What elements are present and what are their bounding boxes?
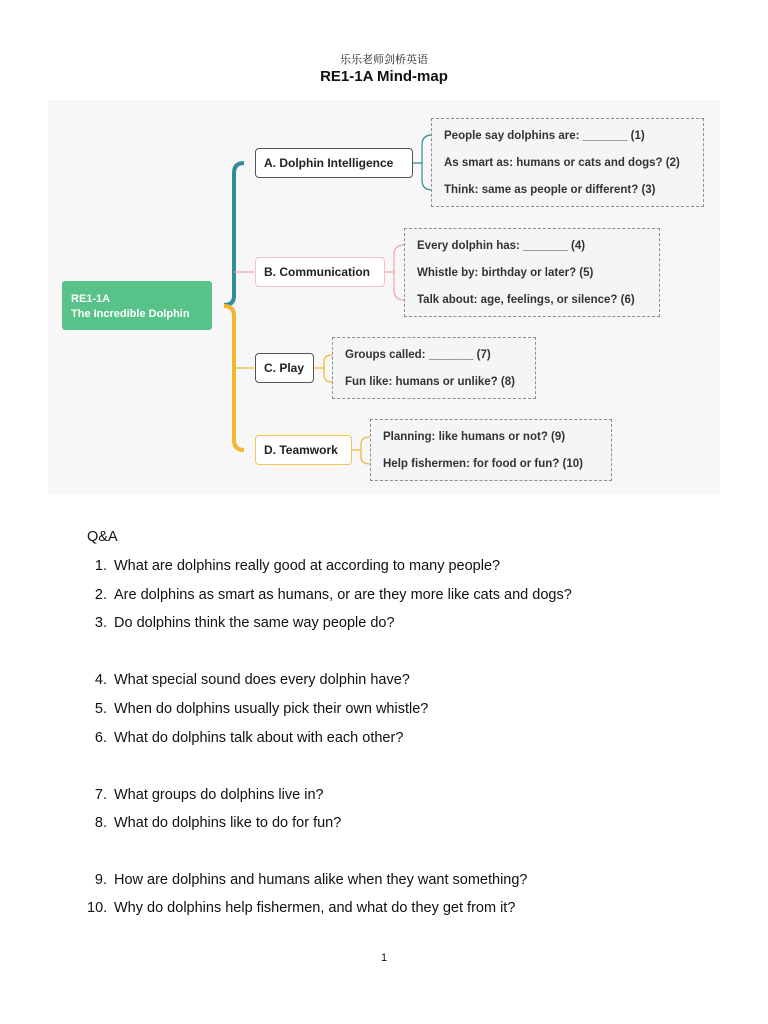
- leaf-item: Fun like: humans or unlike? (8): [345, 376, 515, 388]
- leaf-box-communication: [404, 228, 660, 317]
- leaf-box-teamwork: [370, 419, 612, 481]
- question-text: When do dolphins usually pick their own whistle?: [114, 701, 429, 717]
- question-text: Why do dolphins help fishermen, and what do they get from it?: [114, 900, 516, 916]
- branch-dolphin-intelligence: A. Dolphin Intelligence: [255, 148, 413, 178]
- question-number: 10.: [87, 900, 108, 916]
- question-number: 9.: [94, 872, 107, 888]
- leaf-item: Planning: like humans or not? (9): [383, 431, 566, 443]
- leaf-box-intelligence: [431, 118, 704, 207]
- question-number: 6.: [94, 730, 107, 746]
- leaf-item: Whistle by: birthday or later? (5): [417, 267, 594, 279]
- leaf-item: Groups called: _______ (7): [345, 349, 491, 361]
- question-number: 3.: [94, 615, 107, 631]
- leaf-item: As smart as: humans or cats and dogs? (2): [444, 157, 680, 169]
- leaf-item: Think: same as people or different? (3): [444, 184, 656, 196]
- branch-communication: B. Communication: [255, 257, 385, 287]
- page-title: RE1-1A Mind-map: [320, 68, 448, 85]
- question-text: What do dolphins talk about with each other?: [114, 730, 404, 746]
- leaf-item: Every dolphin has: _______ (4): [417, 240, 586, 252]
- branch-play: C. Play: [255, 353, 314, 383]
- question-number: 7.: [94, 787, 107, 803]
- leaf-box-play: [332, 337, 536, 399]
- question-number: 5.: [94, 701, 107, 717]
- qa-heading: Q&A: [87, 529, 118, 545]
- branch-teamwork: D. Teamwork: [255, 435, 352, 465]
- mindmap-root-node: [62, 281, 212, 330]
- root-code: RE1-1A: [71, 293, 111, 305]
- question-number: 8.: [94, 815, 107, 831]
- question-text: Are dolphins as smart as humans, or are they more like cats and dogs?: [114, 587, 572, 603]
- question-text: What groups do dolphins live in?: [114, 787, 324, 803]
- question-text: How are dolphins and humans alike when they want something?: [114, 872, 528, 888]
- question-text: Do dolphins think the same way people do?: [114, 615, 395, 631]
- question-text: What do dolphins like to do for fun?: [114, 815, 342, 831]
- question-text: What are dolphins really good at according to many people?: [114, 558, 501, 574]
- leaf-item: Talk about: age, feelings, or silence? (6): [417, 294, 635, 306]
- page-subtitle: 乐乐老师剑桥英语: [340, 53, 428, 66]
- question-number: 4.: [94, 672, 107, 688]
- question-number: 1.: [94, 558, 107, 574]
- question-number: 2.: [94, 587, 107, 603]
- question-text: What special sound does every dolphin have?: [114, 672, 410, 688]
- leaf-item: Help fishermen: for food or fun? (10): [383, 458, 583, 470]
- page-number: 1: [380, 952, 388, 964]
- root-title: The Incredible Dolphin: [71, 308, 190, 320]
- leaf-item: People say dolphins are: _______ (1): [444, 130, 645, 142]
